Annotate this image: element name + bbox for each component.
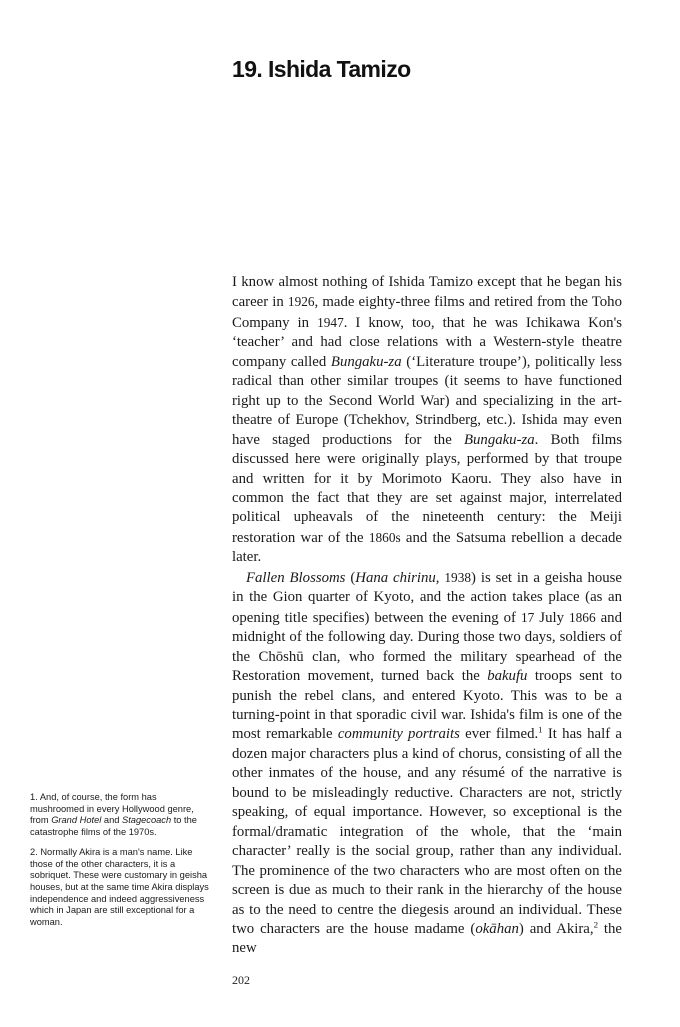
footnote-2 [30,847,212,929]
year: 1938 [444,569,472,585]
footnote-ref-2: 2 [593,919,599,930]
text-span: and [101,815,123,826]
film-title: Fallen Blossoms [246,569,346,586]
film-title: Stagecoach [122,815,172,826]
italic-term: Bungaku-za [330,353,402,370]
italic-term: bakufu [487,668,528,685]
decade: 1860s [368,529,401,545]
text-span: and the Satsuma rebellion a decade later. [232,529,622,566]
text-span: troops sent to punish the rebel clans, and entered Kyoto. This was to be a turning-point in that sporadic civil war. Ishida's film is one of the most remarkable [232,668,623,743]
body-text [232,273,622,959]
year: 1947 [317,314,344,330]
text-span: , made eighty-three films and retired from the Toho Company in [232,294,622,331]
italic-term: okāhan [475,920,519,937]
text-span: . Both films discussed here were originally plays, performed by that troupe and written for it by Morimoto Kaoru. They also have in common the fact that they are set against major, interrelated political upheavals of the nineteenth century: the Meiji restoration war of the [232,431,622,546]
text-span: . I know, too, that he was Ichikawa Kon's ‘teacher’ and had close relations with a Western-style theatre company called [232,314,622,370]
footnote-ref-1: 1 [538,725,543,736]
text-span: , [435,569,445,586]
chapter-title: 19. Ishida Tamizo [232,56,411,82]
text-span: It has half a dozen major characters plus a kind of chorus, consisting of all the other inmates of the house, and any résumé of the narrative is bound to be misleadingly reductive. Characters are not, strictly speaking, of equal importance. However, so exceptional is the formal/dramatic integration of the whole, that the ‘main character’ really is the social group, rather than any individual. The prominence of the two characters who are most often on the screen is due as much to their rank in the hierarchy of the house as to the need to centre the diegesis around an individual. These two characters are the house madame ( [232,726,622,937]
text-span: I know almost nothing of Ishida Tamizo except that he began his career in [232,274,622,311]
text-span: July [534,609,569,626]
day: 17 [520,609,535,625]
paragraph-1 [232,273,622,568]
film-title: Grand Hotel [51,815,102,826]
text-span: to the catastrophe films of the 1970s. [30,815,197,838]
footnote-1 [30,792,212,839]
italic-term: community portraits [337,726,460,743]
page-number: 202 [232,973,250,987]
text-span: ever filmed. [459,726,539,743]
paragraph-2 [232,568,622,959]
italic-term: Bungaku-za [463,431,535,448]
year: 1926 [287,294,315,310]
text-span: (‘Literature troupe’), politically less radical than other similar troupes (it seems to have functioned right up to the Second World War) and specializing in the art-theatre of Europe (Tchekhov, Strindberg, etc.). Ishida may even have staged productions for the [232,353,622,448]
text-span: 2. Normally Akira is a man's name. Like those of the other characters, it is a sobriquet. These were customary in geisha houses, but at the same time Akira displays independence and indeed aggressiveness which in Japan are still exceptional for a woman. [30,846,209,928]
footnotes [30,792,212,937]
text-span: ) and Akira, [518,920,594,937]
film-title-original: Hana chirinu [355,569,436,586]
text-span: ) is set in a geisha house in the Gion quarter of Kyoto, and the action takes place (as an opening title specifies) between the evening of [232,569,622,626]
text-span: and midnight of the following day. During those two days, soldiers of the Chōshū clan, who formed the military spearhead of the Restoration movement, turned back the [232,609,622,685]
text-span: 1. And, of course, the form has mushroomed in every Hollywood genre, from [30,792,194,826]
text-span: ( [345,569,356,586]
year: 1866 [568,609,596,625]
text-span: the new [232,920,623,957]
